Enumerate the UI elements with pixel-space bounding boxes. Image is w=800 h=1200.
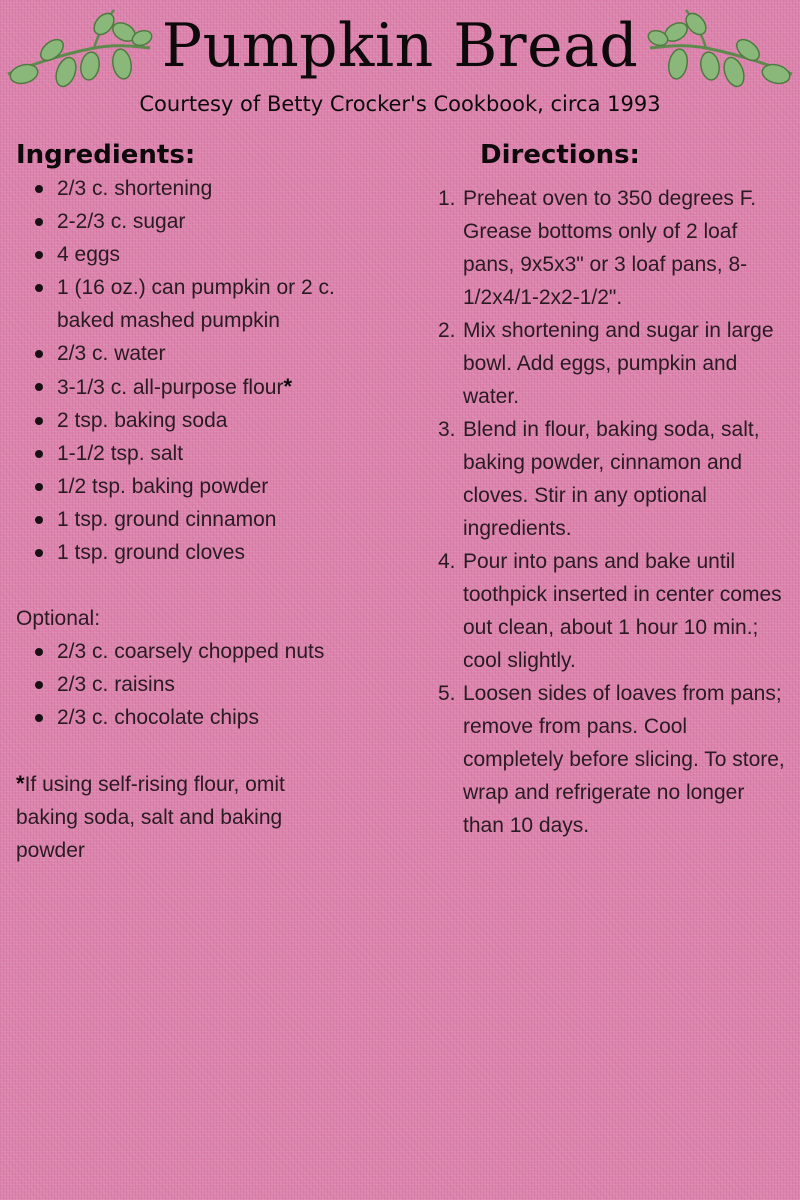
- ingredients-heading: Ingredients:: [16, 140, 196, 170]
- step-text: Loosen sides of loaves from pans; remove from pans. Cool completely before slicing. To store, wrap and refrigerate no longer than 10 days.: [463, 682, 785, 837]
- direction-step: [438, 314, 790, 413]
- direction-step: [438, 677, 790, 842]
- directions-section: [438, 138, 790, 842]
- ingredient-item: 2 tsp. baking soda: [16, 404, 346, 437]
- footnote-text: If using self-rising flour, omit baking soda, salt and baking powder: [16, 773, 285, 862]
- optional-label: Optional:: [16, 607, 101, 630]
- ingredient-item: 2/3 c. water: [16, 337, 346, 370]
- optional-item: 2/3 c. coarsely chopped nuts: [16, 635, 346, 668]
- ingredient-item: 2/3 c. shortening: [16, 172, 346, 205]
- ingredient-item: 1 tsp. ground cinnamon: [16, 503, 346, 536]
- direction-step: [438, 413, 790, 545]
- step-number: 5.: [438, 682, 456, 705]
- ingredients-list: [16, 172, 346, 569]
- ingredients-section: [16, 138, 346, 867]
- step-text: Blend in flour, baking soda, salt, baking powder, cinnamon and cloves. Stir in any optional ingredients.: [463, 418, 760, 540]
- recipe-source: Courtesy of Betty Crocker's Cookbook, circa 1993: [139, 92, 661, 116]
- direction-step: [438, 182, 790, 314]
- ingredient-item: 1 tsp. ground cloves: [16, 536, 346, 569]
- recipe-title: Pumpkin Bread: [161, 11, 639, 81]
- step-number: 4.: [438, 550, 456, 573]
- step-text: Mix shortening and sugar in large bowl. Add eggs, pumpkin and water.: [463, 319, 774, 408]
- step-number: 2.: [438, 319, 456, 342]
- optional-item: 2/3 c. chocolate chips: [16, 701, 346, 734]
- footnote-marker: *: [16, 771, 25, 796]
- directions-list: [438, 182, 790, 842]
- ingredient-item: 2-2/3 c. sugar: [16, 205, 346, 238]
- ingredient-item: 4 eggs: [16, 238, 346, 271]
- ingredient-item: 1/2 tsp. baking powder: [16, 470, 346, 503]
- step-number: 3.: [438, 418, 456, 441]
- step-number: 1.: [438, 187, 456, 210]
- direction-step: [438, 545, 790, 677]
- directions-heading: Directions:: [480, 140, 640, 170]
- ingredient-item: 1 (16 oz.) can pumpkin or 2 c. baked mashed pumpkin: [16, 271, 346, 337]
- flour-footnote-marker: *: [283, 374, 293, 399]
- ingredient-item: 1-1/2 tsp. salt: [16, 437, 346, 470]
- step-text: Preheat oven to 350 degrees F. Grease bottoms only of 2 loaf pans, 9x5x3" or 3 loaf pans, 8-1/2x4/1-2x2-1/2".: [463, 187, 757, 309]
- optional-list: [16, 635, 346, 734]
- ingredient-item: 3-1/3 c. all-purpose flour*: [16, 370, 346, 404]
- optional-item: 2/3 c. raisins: [16, 668, 346, 701]
- step-text: Pour into pans and bake until toothpick inserted in center comes out clean, about 1 hour 10 min.; cool slightly.: [463, 550, 782, 672]
- flour-footnote: [16, 767, 346, 867]
